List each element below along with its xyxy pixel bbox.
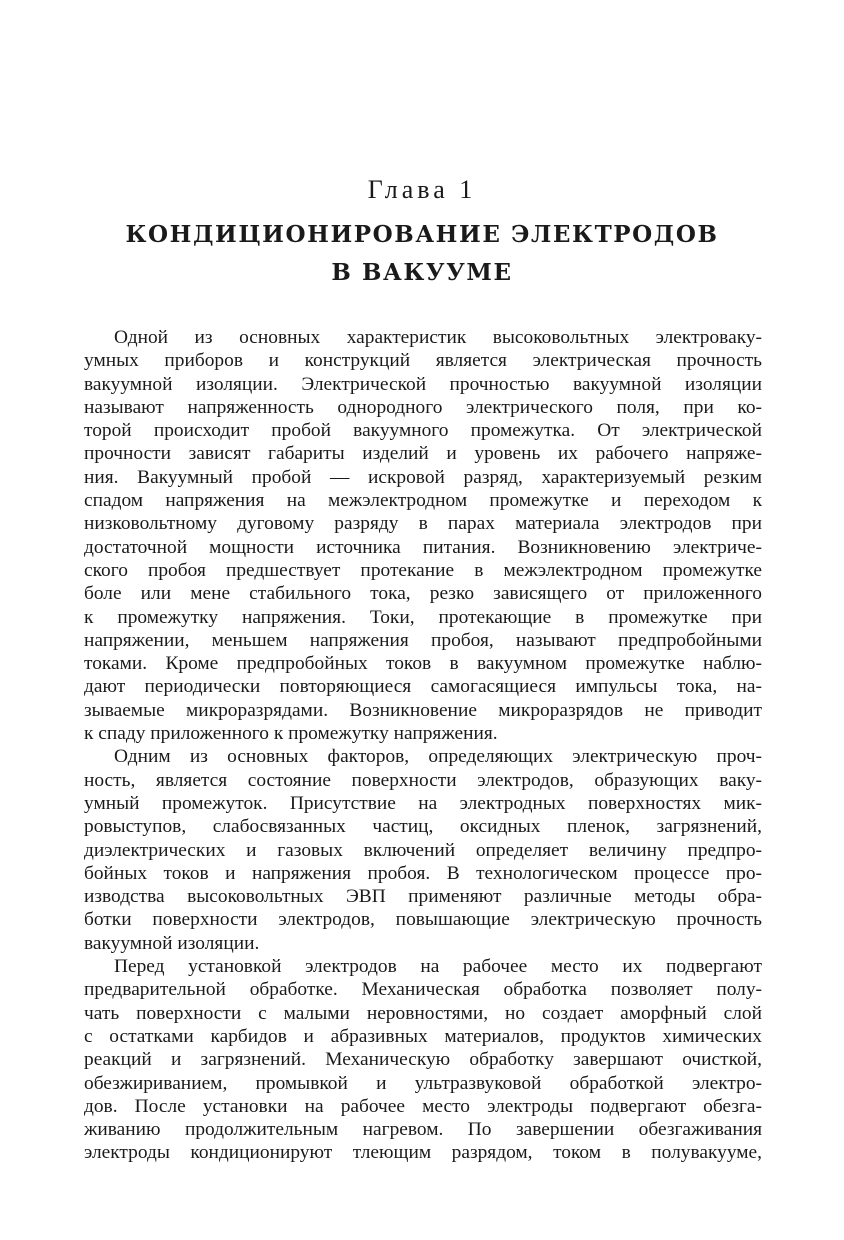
text-line: напряжении, меньшем напряжения пробоя, называют предпробойными xyxy=(84,629,762,651)
text-line: электроды кондиционируют тлеющим разрядом, током в полувакууме, xyxy=(84,1142,762,1164)
text-line: бойных токов и напряжения пробоя. В технологическом процессе про- xyxy=(84,862,762,884)
body-text xyxy=(84,326,762,1165)
text-line: с остатками карбидов и абразивных материалов, продуктов химических xyxy=(84,1025,762,1047)
paragraph-3 xyxy=(84,955,762,1165)
text-line: чать поверхности с малыми неровностями, но создает аморфный слой xyxy=(84,1002,762,1024)
text-line: боле или мене стабильного тока, резко зависящего от приложенного xyxy=(84,583,762,605)
text-line: ского пробоя предшествует протекание в межэлектродном промежутке xyxy=(84,559,762,581)
text-line: ния. Вакуумный пробой — искровой разряд, характеризуемый резким xyxy=(84,466,762,488)
text-line: достаточной мощности источника питания. Возникновению электриче- xyxy=(84,536,762,558)
text-line: ность, является состояние поверхности электродов, образующих ваку- xyxy=(84,769,762,791)
text-line: предварительной обработке. Механическая обработка позволяет полу- xyxy=(84,979,762,1001)
text-line: Одной из основных характеристик высоковольтных электроваку- xyxy=(114,327,762,348)
text-line: торой происходит пробой вакуумного промежутка. От электрической xyxy=(84,420,762,442)
text-line: вакуумной изоляции. xyxy=(84,932,260,954)
text-line: вакуумной изоляции. Электрической прочностью вакуумной изоляции xyxy=(84,373,762,395)
text-line: Одним из основных факторов, определяющих электрическую проч- xyxy=(114,746,762,768)
text-line: к спаду приложенного к промежутку напряжения. xyxy=(84,723,498,745)
text-line: живанию продолжительным нагревом. По завершении обезгаживания xyxy=(84,1119,762,1141)
text-line: изводства высоковольтных ЭВП применяют различные методы обра- xyxy=(84,886,762,908)
text-line: к промежутку напряжения. Токи, протекающие в промежутке при xyxy=(84,606,762,628)
text-line: ботки поверхности электродов, повышающие электрическую прочность xyxy=(84,909,762,931)
chapter-label: Глава 1 xyxy=(367,175,477,204)
text-line: Перед установкой электродов на рабочее место их подвергают xyxy=(114,956,762,978)
text-line: обезжириванием, промывкой и ультразвуковой обработкой электро- xyxy=(84,1072,762,1094)
text-line: токами. Кроме предпробойных токов в вакуумном промежутке наблю- xyxy=(84,653,762,675)
paragraph-1 xyxy=(84,326,762,745)
text-line: диэлектрических и газовых включений определяет величину предпро- xyxy=(84,839,762,861)
chapter-title-line-1: КОНДИЦИОНИРОВАНИЕ ЭЛЕКТРОДОВ xyxy=(125,221,719,248)
text-line: называют напряженность однородного электрического поля, при ко- xyxy=(84,396,762,418)
chapter-title-line-2: В ВАКУУМЕ xyxy=(331,259,513,286)
text-line: дают периодически повторяющиеся самогасящиеся импульсы тока, на- xyxy=(84,676,762,698)
text-line: ровыступов, слабосвязанных частиц, оксидных пленок, загрязнений, xyxy=(84,816,762,838)
text-line: умный промежуток. Присутствие на электродных поверхностях мик- xyxy=(84,792,762,814)
text-line: дов. После установки на рабочее место электроды подвергают обезга- xyxy=(84,1095,762,1117)
chapter-title xyxy=(0,216,844,292)
paragraph-2 xyxy=(84,745,762,955)
text-line: умных приборов и конструкций является электрическая прочность xyxy=(84,350,762,372)
text-line: прочности зависят габариты изделий и уровень их рабочего напряже- xyxy=(84,443,762,465)
text-line: реакций и загрязнений. Механическую обработку завершают очисткой, xyxy=(84,1049,762,1071)
text-line: зываемые микроразрядами. Возникновение микроразрядов не приводит xyxy=(84,699,762,721)
text-line: спадом напряжения на межэлектродном промежутке и переходом к xyxy=(84,490,762,512)
text-line: низковольтному дуговому разряду в парах материала электродов при xyxy=(84,513,762,535)
